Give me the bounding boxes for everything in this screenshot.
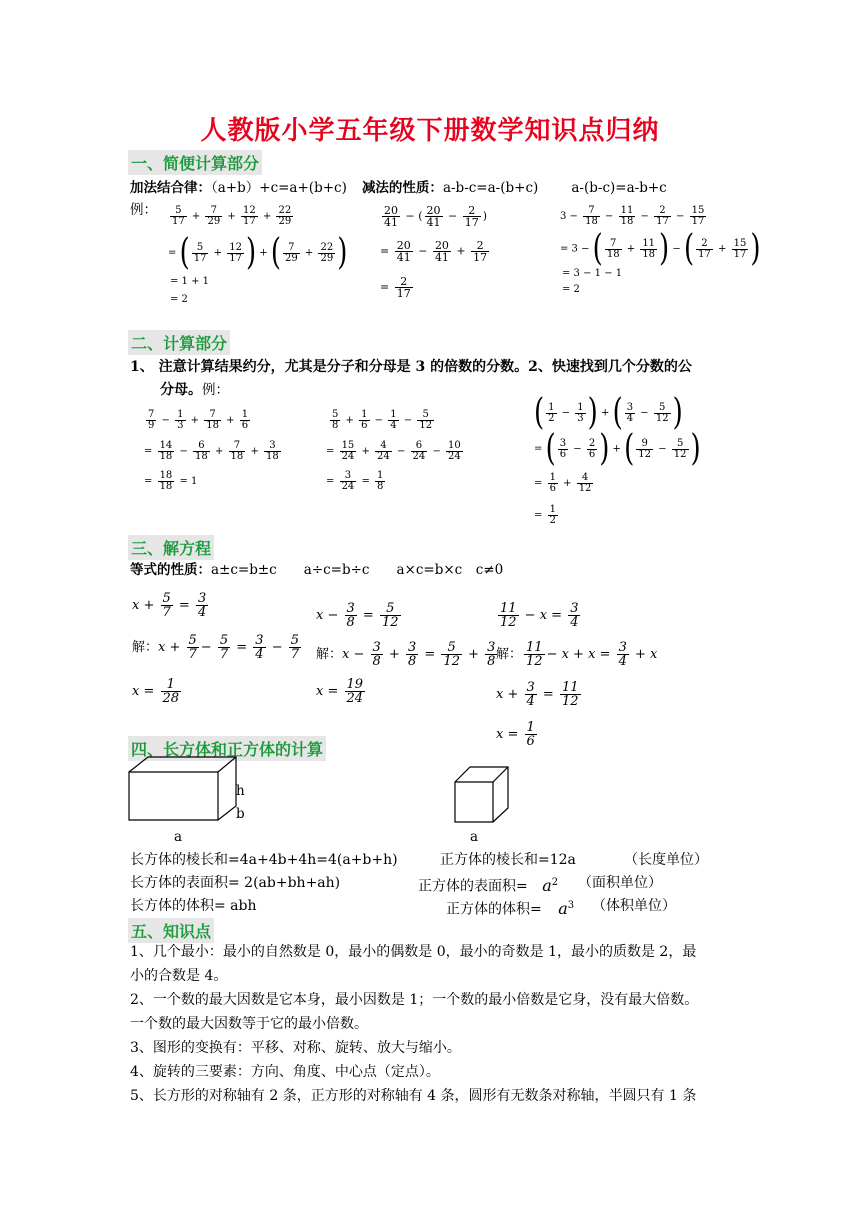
dimension-h: h: [236, 783, 245, 799]
dimension-b: b: [236, 806, 245, 822]
math-line: = $\frac{15}{24}$ + $\frac{4}{24}$ − $\frac{6}{24}$ − $\frac{10}{24}$: [326, 440, 461, 462]
math-line: $\frac{20}{41}$ − ( $\frac{20}{41}$ − $\frac{2}{17}$ ): [384, 204, 488, 229]
formula-label: 正方体的体积=: [446, 901, 542, 918]
formula-var: a: [558, 898, 568, 918]
unit-length: （长度单位）: [624, 852, 708, 868]
math-line: = $\frac{18}{18}$ = 1: [144, 470, 198, 492]
rule-text: a-b-c=a-(b+c): [442, 180, 539, 196]
knowledge-line: 4、旋转的三要素：方向、角度、中心点（定点）。: [130, 1064, 440, 1080]
formula-rect-edge: 长方体的棱长和=4a+4b+4h=4(a+b+h): [130, 852, 398, 868]
cube-dimension-a: a: [470, 829, 479, 845]
math-line: = 2: [562, 284, 580, 295]
math-line: $\frac{11}{12}$ − x = $\frac{3}{4}$: [500, 601, 579, 630]
formula-var: a: [542, 875, 552, 895]
knowledge-line: 一个数的最大因数等于它的最小倍数。: [130, 1016, 368, 1032]
math-line: x + $\frac{5}{7}$ = $\frac{3}{4}$: [132, 591, 207, 620]
unit-area: （面积单位）: [578, 875, 662, 891]
section-heading-1: 一、简便计算部分: [128, 150, 262, 175]
math-line: $\frac{5}{17}$ + $\frac{7}{29}$ + $\frac{12}{17}$ + $\frac{22}{29}$: [172, 205, 292, 227]
section-heading-2: 二、计算部分: [128, 330, 230, 355]
point-bold: 分母。: [160, 382, 202, 398]
jie-label: 解：: [132, 640, 159, 655]
rule-label: 减法的性质：: [361, 180, 443, 196]
point-line: 1、 注意计算结果约分，尤其是分子和分母是 3 的倍数的分数。2、快速找到几个分数的公: [130, 359, 692, 375]
math-line: 解：x − $\frac{3}{8}$ + $\frac{3}{8}$ = $\frac{5}{12}$ + $\frac{3}{8}$: [316, 640, 496, 669]
rule-line: [130, 558, 503, 578]
formula-rect-vol: 长方体的体积= abh: [130, 898, 257, 914]
jie-label: 解：: [316, 647, 343, 662]
math-line: = $\frac{3}{24}$ = $\frac{1}{8}$: [326, 470, 384, 492]
section-heading-4: 四、长方体和正方体的计算: [128, 736, 326, 761]
math-line: x − $\frac{3}{8}$ = $\frac{5}{12}$: [316, 601, 399, 630]
knowledge-line: 3、图形的变换有：平移、对称、旋转、放大与缩小。: [130, 1040, 461, 1056]
math-line: $\frac{5}{8}$ + $\frac{1}{6}$ − $\frac{1}{4}$ − $\frac{5}{12}$: [332, 409, 433, 431]
math-line: = $\frac{1}{2}$: [534, 504, 556, 526]
example-label: 例：: [130, 202, 157, 218]
rule-text: a-(b-c)=a-b+c: [571, 180, 667, 196]
math-line: $\frac{7}{9}$ − $\frac{1}{3}$ + $\frac{7}{18}$ + $\frac{1}{6}$: [148, 409, 249, 431]
rules-line: [130, 176, 667, 196]
math-line: = 3 − ( $\frac{7}{18}$ + $\frac{11}{18}$ ) − ( $\frac{2}{17}$ + $\frac{15}{17}$ ): [560, 228, 761, 270]
math-line: = 1 + 1: [170, 276, 210, 287]
section-heading-3: 三、解方程: [128, 535, 214, 560]
math-line: x = $\frac{1}{6}$: [496, 720, 535, 749]
math-line: x = $\frac{19}{24}$: [316, 677, 364, 706]
formula-exp: 3: [567, 900, 575, 911]
math-line: = $\frac{2}{17}$: [380, 275, 411, 300]
knowledge-line: 2、一个数的最大因数是它本身，最小因数是 1；一个数的最小倍数是它身，没有最大倍数。: [130, 992, 699, 1008]
section-heading-5: 五、知识点: [128, 918, 214, 943]
math-line: 3 − $\frac{7}{18}$ − $\frac{11}{18}$ − $\frac{2}{17}$ − $\frac{15}{17}$: [560, 205, 705, 227]
rule-text: （a+b）+c=a+(b+c): [211, 180, 347, 196]
dimension-a: a: [174, 829, 183, 845]
math-line: = $\frac{20}{41}$ − $\frac{20}{41}$ + $\frac{2}{17}$: [380, 239, 488, 264]
math-line: = ( $\frac{3}{6}$ − $\frac{2}{6}$ ) + ( $\frac{9}{12}$ − $\frac{5}{12}$ ): [534, 428, 701, 470]
math-start: 3: [560, 211, 567, 222]
unit-volume: （体积单位）: [592, 898, 676, 914]
math-line: = $\frac{1}{6}$ + $\frac{4}{12}$: [534, 472, 592, 494]
point-line: [160, 378, 229, 399]
math-line: = ( $\frac{5}{17}$ + $\frac{12}{17}$ ) + ( $\frac{7}{29}$ + $\frac{22}{29}$ ): [168, 232, 348, 274]
cube-diagram: [452, 764, 512, 826]
page-title: 人教版小学五年级下册数学知识点归纳: [200, 116, 660, 146]
math-line: = $\frac{14}{18}$ − $\frac{6}{18}$ + $\frac{7}{18}$ + $\frac{3}{18}$: [144, 440, 279, 462]
knowledge-line: 1、几个最小：最小的自然数是 0，最小的偶数是 0，最小的奇数是 1，最小的质数是 2，最: [130, 944, 697, 960]
knowledge-line: 小的合数是 4。: [130, 968, 228, 984]
math-start: = 3: [560, 243, 578, 255]
cuboid-diagram: [126, 754, 246, 826]
formula-cube-vol: [446, 894, 574, 922]
formula-label: 正方体的表面积=: [418, 878, 528, 895]
math-line: 解：x + $\frac{5}{7}$ − $\frac{5}{7}$ = $\frac{3}{4}$ − $\frac{5}{7}$: [132, 633, 300, 662]
rule-text: a±c=b±c a÷c=b÷c a×c=b×c c≠0: [211, 562, 504, 578]
math-line: x = $\frac{1}{28}$: [132, 677, 180, 706]
knowledge-line: 5、长方形的对称轴有 2 条，正方形的对称轴有 4 条，圆形有无数条对称轴，半圆只有 1 条: [130, 1088, 697, 1104]
math-line: 解： $\frac{11}{12}$ − x + x = $\frac{3}{4}$ + x: [496, 640, 658, 669]
formula-exp: 2: [551, 877, 559, 888]
rule-label: 加法结合律：: [130, 180, 211, 196]
point-tail: 例：: [202, 382, 229, 398]
formula-rect-area: 长方体的表面积= 2(ab+bh+ah): [130, 875, 341, 891]
math-line: x + $\frac{3}{4}$ = $\frac{11}{12}$: [496, 680, 579, 709]
rule-label: 等式的性质：: [130, 562, 211, 578]
formula-cube-edge: 正方体的棱长和=12a: [440, 852, 576, 868]
math-line: ( $\frac{1}{2}$ − $\frac{1}{3}$ ) + ( $\frac{3}{4}$ − $\frac{5}{12}$ ): [534, 392, 683, 434]
math-line: = 3 − 1 − 1: [562, 268, 623, 279]
jie-label: 解：: [496, 647, 523, 662]
math-line: = 2: [170, 294, 188, 305]
